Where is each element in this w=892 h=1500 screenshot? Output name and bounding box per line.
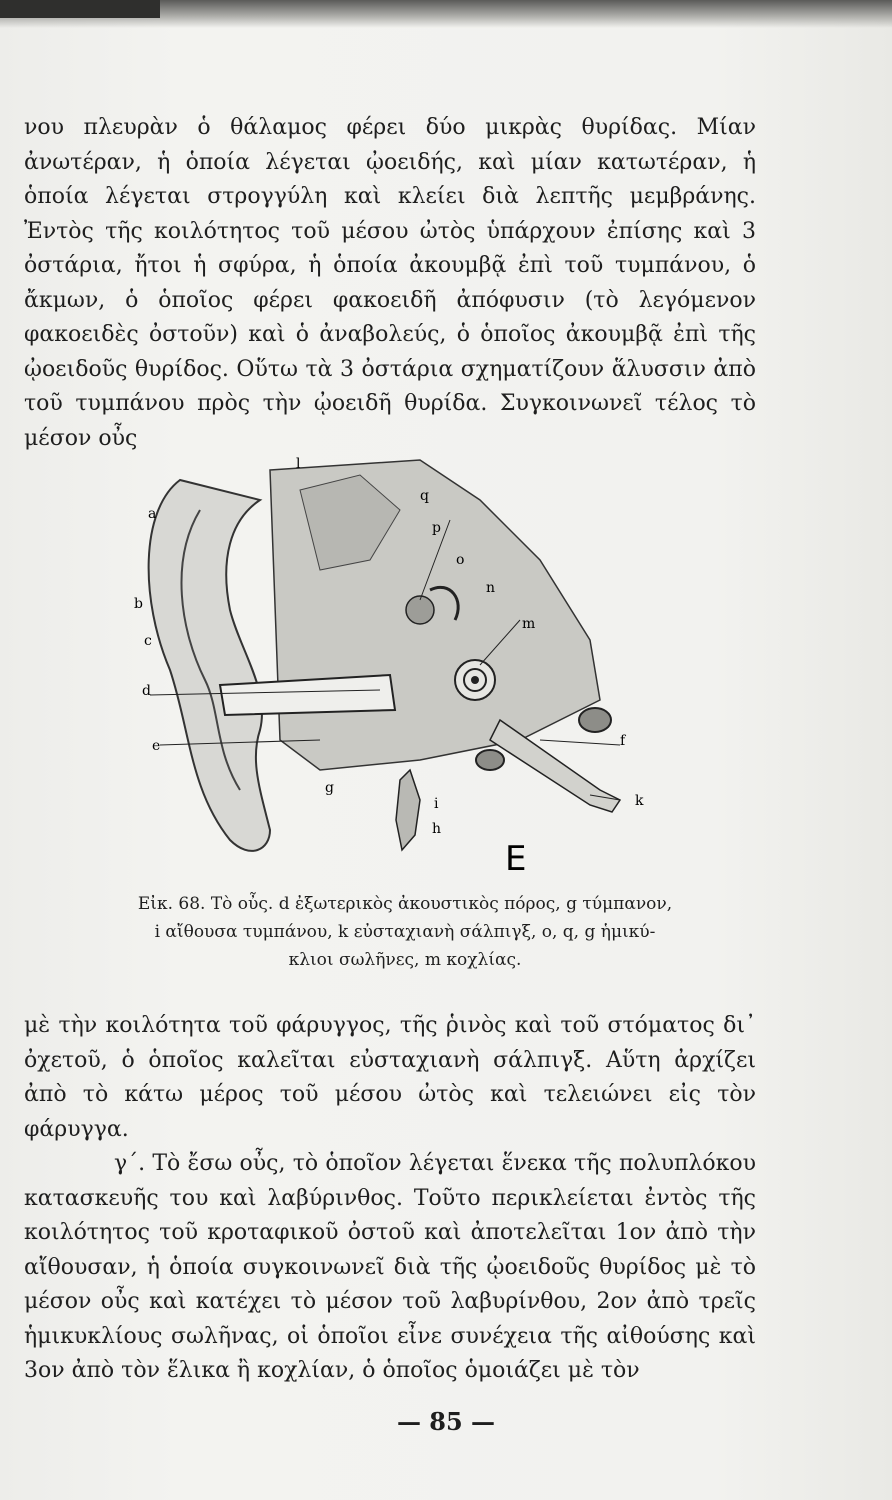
figure-caption [60, 890, 750, 974]
page-number: — 85 — [396, 1407, 496, 1436]
figure-label-m: m [522, 616, 536, 632]
body-text-top [24, 111, 756, 456]
body-text-bottom [24, 1009, 756, 1389]
figure-label-o: o [456, 552, 465, 568]
figure-label-g: g [325, 780, 334, 796]
caption-line-2: i αἴθουσα τυμπάνου, k εὐσταχιανὴ σάλπιγξ, o, q, g ἡμικύ- [154, 922, 656, 942]
figure-label-f: f [620, 733, 626, 749]
figure-label-c: c [144, 633, 152, 649]
paragraph-eustachian-tube: μὲ τὴν κοιλότητα τοῦ φάρυγγος, τῆς ῥινὸς καὶ τοῦ στόματος δι᾽ ὀχετοῦ, ὁ ὁποῖος καλεῖται εὐσταχιανὴ σάλπιγξ. Αὕτη ἀρχίζει ἀπὸ τὸ κάτω μέρος τοῦ μέσου ὠτὸς καὶ τελειώνει εἰς τὸν φάρυγγα. [24, 1013, 756, 1142]
figure-label-q: q [420, 488, 429, 504]
figure-label-n: n [486, 580, 496, 596]
figure-label-p: p [432, 520, 441, 536]
figure-letter: E [505, 839, 527, 879]
paragraph-inner-ear: γ΄. Τὸ ἔσω οὖς, τὸ ὁποῖον λέγεται ἕνεκα τῆς πολυπλόκου κατασκευῆς του καὶ λαβύρινθος. Τοῦτο περικλείεται ἐντὸς τῆς κοιλότητος τοῦ κροταφικοῦ ὀστοῦ καὶ ἀποτελεῖται 1ον ἀπὸ τὴν αἴθουσαν, ἡ ὁποία συγκοινωνεῖ διὰ τῆς ᾠοειδοῦς θυρίδος μὲ τὸ μέσον οὖς καὶ κατέχει τὸ μέσον τοῦ λαβυρίνθου, 2ον ἀπὸ τρεῖς ἡμικυκλίους σωλῆνας, οἱ ὁποῖοι εἶνε συνέχεια τῆς αἰθούσης καὶ 3ον ἀπὸ τὸν ἕλικα ἢ κοχλίαν, ὁ ὁποῖος ὁμοιάζει μὲ τὸν [24, 1151, 756, 1383]
page-corner-shadow [0, 0, 160, 18]
paragraph-middle-ear: νου πλευρὰν ὁ θάλαμος φέρει δύο μικρὰς θυρίδας. Μίαν ἀνωτέραν, ἡ ὁποία λέγεται ᾠοειδής, καὶ μίαν κατωτέραν, ἡ ὁποία λέγεται στρογγύλη καὶ κλείει διὰ λεπτῆς μεμβράνης. Ἐντὸς τῆς κοιλότητος τοῦ μέσου ὠτὸς ὑπάρχουν ἐπίσης καὶ 3 ὀστάρια, ἤτοι ἡ σφύρα, ἡ ὁποία ἀκουμβᾷ ἐπὶ τοῦ τυμπάνου, ὁ ἄκμων, ὁ ὁποῖος φέρει φακοειδῆ ἀπόφυσιν (τὸ λεγόμενον φακοειδὲς ὀστοῦν) καὶ ὁ ἀναβολεύς, ὁ ὁποῖος ἀκουμβᾷ ἐπὶ τῆς ᾠοειδοῦς θυρίδος. Οὕτω τὰ 3 ὀστάρια σχηματίζουν ἅλυσσιν ἀπὸ τοῦ τυμπάνου πρὸς τὴν ᾠοειδῆ θυρίδα. Συγκοινωνεῖ τέλος τὸ μέσον οὖς [24, 115, 756, 451]
figure-label-a: a [148, 506, 157, 522]
caption-line-3: κλιοι σωλῆνες, m κοχλίας. [288, 950, 522, 970]
figure-label-i: i [434, 796, 439, 812]
figure-label-l: l [296, 456, 301, 472]
ear-anatomy-figure [120, 440, 680, 880]
caption-line-1: Εἰκ. 68. Τὸ οὖς. d ἐξωτερικὸς ἀκουστικὸς πόρος, g τύμπανον, [137, 894, 673, 914]
figure-label-h: h [432, 821, 442, 837]
figure-label-e: e [152, 738, 161, 754]
figure-label-d: d [142, 683, 151, 699]
figure-label-b: b [134, 596, 143, 612]
figure-label-k: k [635, 793, 644, 809]
